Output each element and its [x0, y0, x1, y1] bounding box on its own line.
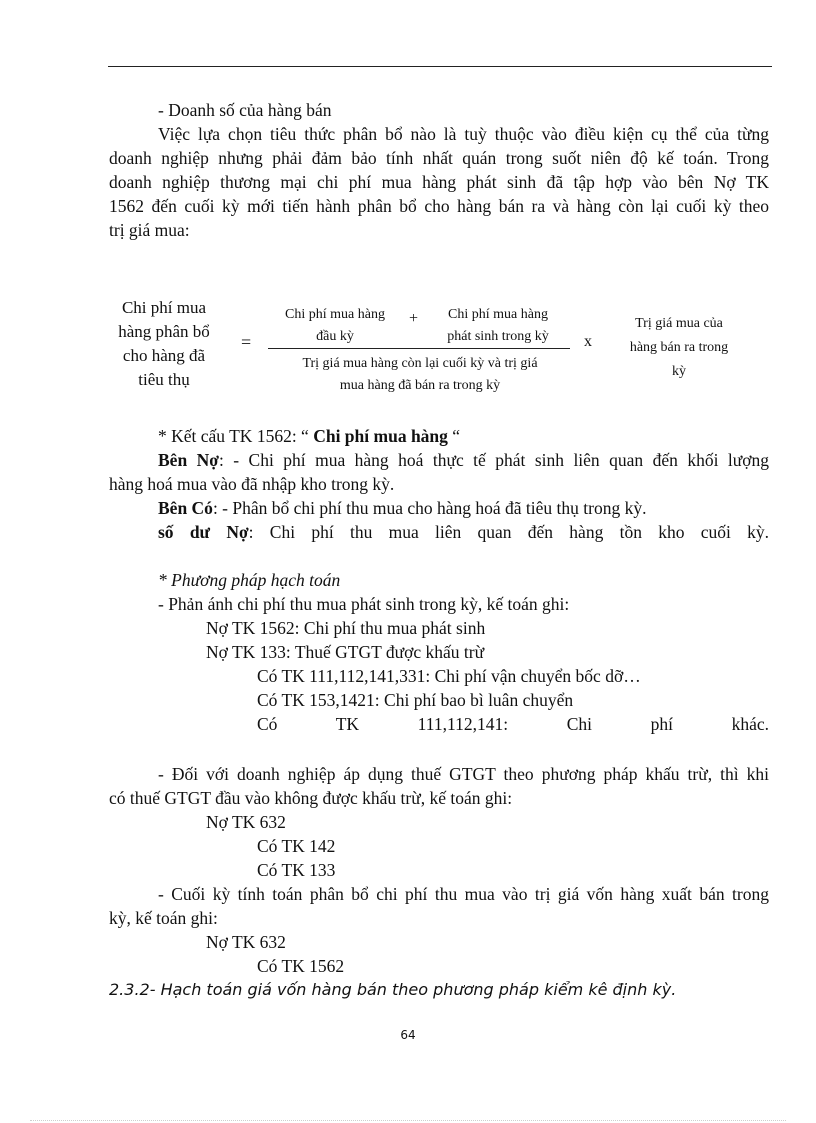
entry-line: Có TK 1562: [257, 956, 345, 976]
paragraph-line: doanh nghiệp nhưng phải đảm bảo tính nhất quán trong suốt niên độ kế toán. Trong: [109, 148, 769, 168]
label-bold: Bên Có: [158, 498, 213, 518]
paragraph-line: có thuế GTGT đầu vào không được khấu trừ, kế toán ghi:: [109, 788, 513, 808]
method-title: * Phương pháp hạch toán: [158, 570, 341, 590]
text: * Kết cấu TK 1562: “: [158, 426, 314, 446]
entry-line: Có TK 133: [257, 860, 336, 880]
text-bold: Chi phí mua hàng: [313, 426, 448, 446]
formula-denominator: [270, 355, 570, 395]
fraction-bar: [268, 348, 570, 349]
formula-left-line: hàng phân bổ: [118, 322, 210, 341]
formula-left-term: [104, 296, 224, 392]
text: : - Chi phí mua hàng hoá thực tế phát sinh liên quan đến khối lượng: [218, 450, 769, 470]
formula-left-line: Chi phí mua: [121, 298, 207, 317]
paragraph-line: doanh nghiệp thương mại chi phí mua hàng phát sinh đã tập hợp vào bên Nợ TK: [109, 172, 769, 192]
credit-line: [158, 496, 769, 520]
formula-text: đầu kỳ: [316, 329, 354, 344]
formula-text: mua hàng đã bán ra trong kỳ: [339, 378, 501, 393]
paragraph-line: - Doanh số của hàng bán: [158, 100, 332, 120]
paragraph-line: kỳ, kế toán ghi:: [109, 908, 218, 928]
entry-line: Nợ TK 632: [206, 812, 286, 832]
text: : Chi phí thu mua liên quan đến hàng tồn kho cuối kỳ.: [248, 522, 769, 542]
formula-text: Trị giá mua hàng còn lại cuối kỳ và trị giá: [302, 356, 538, 371]
section-heading: 2.3.2- Hạch toán giá vốn hàng bán theo phương pháp kiểm kê định kỳ.: [109, 980, 677, 999]
formula-text: phát sinh trong kỳ: [447, 329, 549, 344]
formula-left-line: cho hàng đã: [122, 346, 206, 365]
formula-plus: +: [409, 310, 419, 327]
formula-numerator-a: [274, 306, 396, 346]
paragraph-line: 1562 đến cuối kỳ mới tiến hành phân bổ cho hàng bán ra và hàng còn lại cuối kỳ theo: [109, 196, 769, 216]
formula-text: Chi phí mua hàng: [285, 307, 385, 322]
entry-line: Có TK 153,1421: Chi phí bao bì luân chuyển: [257, 690, 574, 710]
header-rule: [108, 66, 772, 67]
paragraph-line: Việc lựa chọn tiêu thức phân bổ nào là tuỳ thuộc vào điều kiện cụ thể của từng: [158, 124, 769, 144]
entry-line: Có TK 111,112,141: Chi phí khác.: [257, 714, 769, 734]
structure-title: [158, 424, 769, 448]
entry-line: Nợ TK 1562: Chi phí thu mua phát sinh: [206, 618, 486, 638]
formula-text: hàng bán ra trong: [629, 340, 729, 355]
formula-left-line: tiêu thụ: [138, 370, 190, 389]
formula-right-term: [612, 312, 746, 384]
formula-text: Chi phí mua hàng: [448, 307, 548, 322]
entry-line: Có TK 111,112,141,331: Chi phí vận chuyển bốc dỡ…: [257, 666, 641, 686]
formula-numerator-b: [436, 306, 560, 346]
entry-line: Nợ TK 632: [206, 932, 286, 952]
text: “: [447, 426, 461, 446]
label-bold: số dư Nợ: [158, 522, 249, 542]
formula-text: Trị giá mua của: [635, 316, 723, 331]
formula-equals: =: [241, 332, 252, 352]
balance-line: [158, 520, 769, 544]
paragraph-line: hàng hoá mua vào đã nhập kho trong kỳ.: [109, 474, 395, 494]
text: : - Phân bổ chi phí thu mua cho hàng hoá đã tiêu thụ trong kỳ.: [212, 498, 647, 518]
debit-line: [158, 448, 769, 472]
entry-line: Nợ TK 133: Thuế GTGT được khấu trừ: [206, 642, 485, 662]
formula-text: kỳ: [672, 364, 686, 379]
paragraph-line: - Đối với doanh nghiệp áp dụng thuế GTGT theo phương pháp khấu trừ, thì khi: [158, 764, 769, 784]
paragraph-line: - Phản ánh chi phí thu mua phát sinh trong kỳ, kế toán ghi:: [158, 594, 570, 614]
label-bold: Bên Nợ: [158, 450, 219, 470]
paragraph-line: trị giá mua:: [109, 220, 190, 240]
paragraph-line: - Cuối kỳ tính toán phân bổ chi phí thu mua vào trị giá vốn hàng xuất bán trong: [158, 884, 769, 904]
formula-times: x: [584, 333, 592, 350]
page-bottom-border: [30, 1120, 786, 1121]
entry-line: Có TK 142: [257, 836, 336, 856]
page-number: 64: [400, 1028, 416, 1042]
